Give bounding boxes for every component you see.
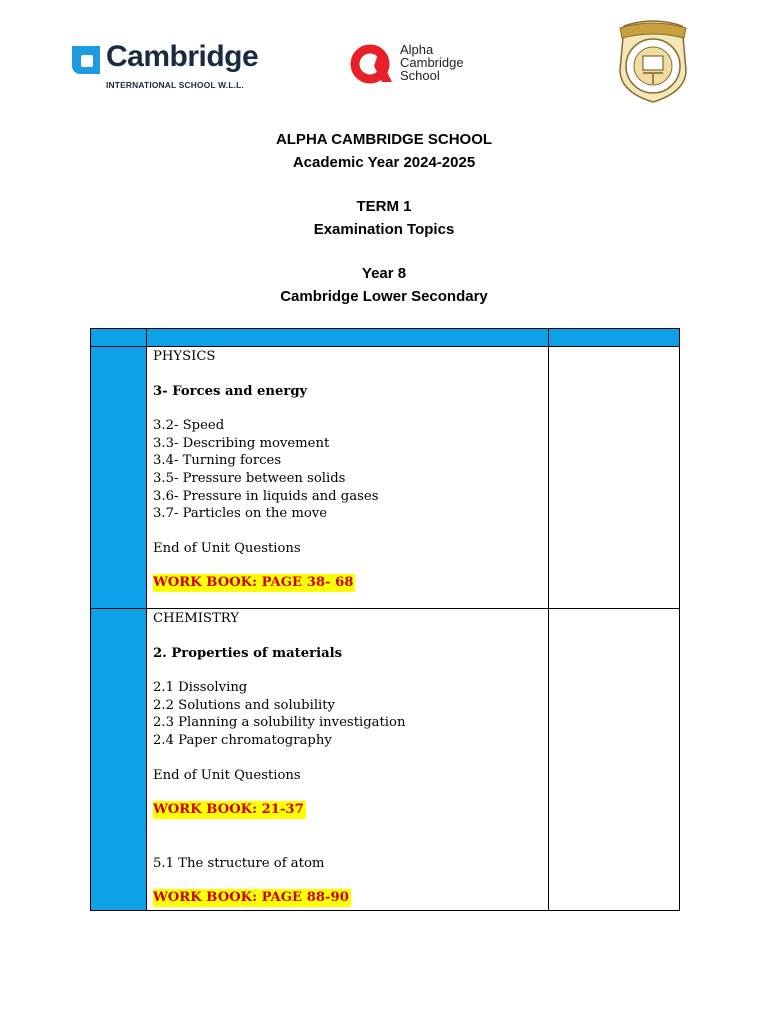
- topics-table: [90, 328, 680, 911]
- unit-title: 2. Properties of materials: [153, 645, 343, 661]
- header-cell: [147, 329, 549, 347]
- document-header: [0, 128, 768, 308]
- chemistry-topics-cell: [147, 609, 549, 911]
- topic-item: 2.1 Dissolving: [153, 680, 248, 696]
- empty-cell: [549, 347, 680, 609]
- topic-item: 3.2- Speed: [153, 418, 225, 434]
- cambridge-mark-icon: [72, 46, 100, 74]
- table-row-chemistry: [91, 609, 680, 911]
- topic-item: 3.4- Turning forces: [153, 453, 282, 469]
- table-header-row: [91, 329, 680, 347]
- school-title: ALPHA CAMBRIDGE SCHOOL: [275, 131, 493, 148]
- alpha-logo-line2: Cambridge: [400, 55, 464, 70]
- topic-item: 3.5- Pressure between solids: [153, 470, 346, 486]
- level-title: Cambridge Lower Secondary: [280, 288, 488, 305]
- exam-title: Examination Topics: [313, 221, 455, 238]
- topic-item: 3.3- Describing movement: [153, 435, 330, 451]
- topic-item: 2.4 Paper chromatography: [153, 732, 332, 748]
- empty-cell: [549, 609, 680, 911]
- subject-label: CHEMISTRY: [153, 611, 239, 626]
- alpha-logo-line3: School: [400, 68, 440, 83]
- workbook-reference: WORK BOOK: PAGE 38- 68: [153, 575, 354, 591]
- alpha-cambridge-logo: [350, 42, 490, 88]
- physics-topics-cell: [147, 347, 549, 609]
- end-of-unit-text: End of Unit Questions: [153, 540, 301, 556]
- header-cell: [91, 329, 147, 347]
- alpha-logo-line1: Alpha: [400, 42, 434, 57]
- school-seal-icon: [610, 18, 696, 104]
- topic-item: 3.7- Particles on the move: [153, 506, 328, 522]
- header-cell: [549, 329, 680, 347]
- alpha-mark-icon: [350, 42, 394, 86]
- cambridge-logo: [72, 40, 259, 94]
- workbook-reference: WORK BOOK: 21-37: [153, 802, 304, 818]
- row-marker-cell: [91, 609, 147, 911]
- row-marker-cell: [91, 347, 147, 609]
- cambridge-logo-name: Cambridge: [106, 40, 259, 73]
- topic-item: 5.1 The structure of atom: [153, 855, 325, 871]
- term-title: TERM 1: [356, 198, 412, 215]
- topic-item: 3.6- Pressure in liquids and gases: [153, 488, 379, 504]
- academic-year: Academic Year 2024-2025: [292, 154, 476, 171]
- subject-label: PHYSICS: [153, 349, 216, 364]
- cambridge-logo-subtitle: INTERNATIONAL SCHOOL W.L.L.: [106, 80, 244, 90]
- year-title: Year 8: [361, 265, 407, 282]
- end-of-unit-text: End of Unit Questions: [153, 767, 301, 783]
- table-row-physics: [91, 347, 680, 609]
- workbook-reference: WORK BOOK: PAGE 88-90: [153, 890, 349, 906]
- topic-item: 2.2 Solutions and solubility: [153, 697, 336, 713]
- topic-item: 2.3 Planning a solubility investigation: [153, 715, 406, 731]
- logo-bar: [0, 0, 768, 110]
- unit-title: 3- Forces and energy: [153, 383, 308, 399]
- alpha-logo-text: [400, 43, 464, 82]
